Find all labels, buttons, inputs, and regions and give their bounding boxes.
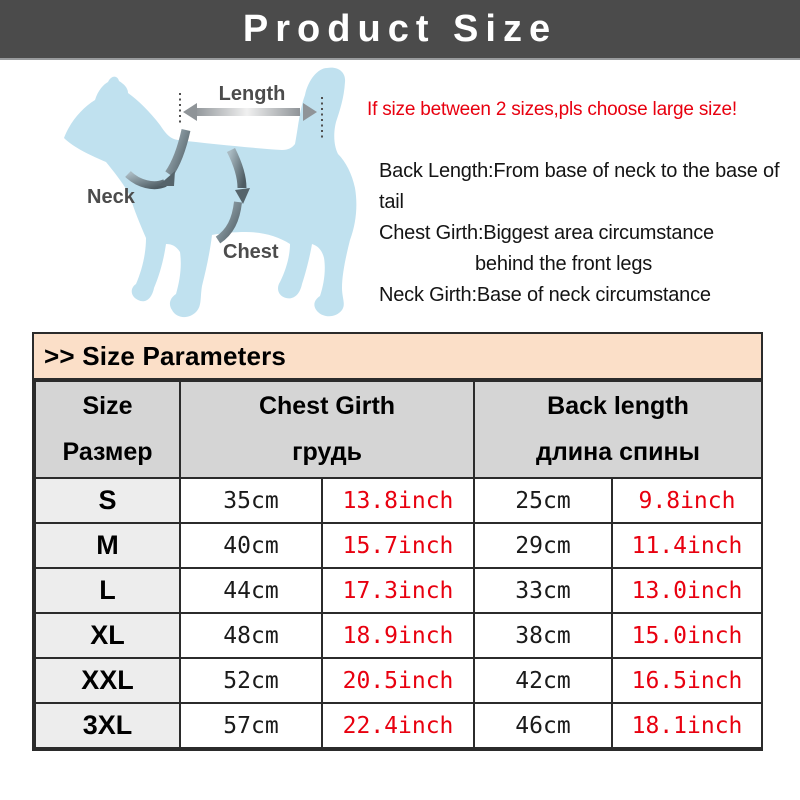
back-cm-cell: 25cm <box>474 478 612 523</box>
page-title: Product Size <box>242 7 558 50</box>
length-label: Length <box>218 83 286 105</box>
instruction-back-length: Back Length:From base of neck to the base of tail <box>379 160 780 213</box>
header-size-en: Size <box>82 392 133 420</box>
chest-cm-cell: 44cm <box>180 568 322 613</box>
back-inch-cell: 15.0inch <box>612 613 762 658</box>
header-chest-girth <box>180 381 474 478</box>
back-inch-cell: 9.8inch <box>612 478 762 523</box>
chest-cm-cell: 40cm <box>180 523 322 568</box>
chest-cm-cell: 57cm <box>180 703 322 748</box>
chest-inch-cell: 15.7inch <box>322 523 474 568</box>
chest-inch-cell: 20.5inch <box>322 658 474 703</box>
header-back-ru: длина спины <box>536 438 700 466</box>
back-cm-cell: 42cm <box>474 658 612 703</box>
size-cell: S <box>35 478 180 523</box>
table-row-xl <box>35 613 762 658</box>
chest-inch-cell: 17.3inch <box>322 568 474 613</box>
dog-measurement-diagram <box>42 60 382 335</box>
back-cm-cell: 46cm <box>474 703 612 748</box>
back-cm-cell: 29cm <box>474 523 612 568</box>
size-cell: 3XL <box>35 703 180 748</box>
back-cm-cell: 33cm <box>474 568 612 613</box>
instruction-chest-girth-cont: behind the front legs <box>475 253 653 275</box>
back-inch-cell: 13.0inch <box>612 568 762 613</box>
size-parameters-section <box>32 332 763 751</box>
back-inch-cell: 18.1inch <box>612 703 762 748</box>
header-back-en: Back length <box>547 392 689 420</box>
chest-cm-cell: 35cm <box>180 478 322 523</box>
chest-inch-cell: 22.4inch <box>322 703 474 748</box>
neck-label: Neck <box>87 186 135 208</box>
size-advice-note: If size between 2 sizes,pls choose large size! <box>367 99 737 120</box>
size-table-header-row <box>35 381 762 478</box>
table-row-m <box>35 523 762 568</box>
header-back-length <box>474 381 762 478</box>
chest-inch-cell: 13.8inch <box>322 478 474 523</box>
instruction-neck-girth: Neck Girth:Base of neck circumstance <box>379 284 711 306</box>
header-chest-ru: грудь <box>292 438 362 466</box>
size-cell: L <box>35 568 180 613</box>
size-parameters-title: >> Size Parameters <box>34 334 761 380</box>
header-chest-en: Chest Girth <box>258 392 396 420</box>
size-cell: XXL <box>35 658 180 703</box>
chest-label: Chest <box>223 241 279 263</box>
header-size-ru: Размер <box>62 438 153 466</box>
back-cm-cell: 38cm <box>474 613 612 658</box>
measurement-instructions <box>379 156 789 311</box>
title-banner <box>0 0 800 60</box>
table-row-s <box>35 478 762 523</box>
table-row-3xl <box>35 703 762 748</box>
table-row-l <box>35 568 762 613</box>
size-cell: M <box>35 523 180 568</box>
table-row-xxl <box>35 658 762 703</box>
length-arrow <box>183 103 317 121</box>
chest-inch-cell: 18.9inch <box>322 613 474 658</box>
chest-cm-cell: 48cm <box>180 613 322 658</box>
size-cell: XL <box>35 613 180 658</box>
back-inch-cell: 11.4inch <box>612 523 762 568</box>
back-inch-cell: 16.5inch <box>612 658 762 703</box>
size-table <box>34 380 763 749</box>
instruction-chest-girth: Chest Girth:Biggest area circumstance <box>379 222 714 244</box>
header-size <box>35 381 180 478</box>
chest-cm-cell: 52cm <box>180 658 322 703</box>
